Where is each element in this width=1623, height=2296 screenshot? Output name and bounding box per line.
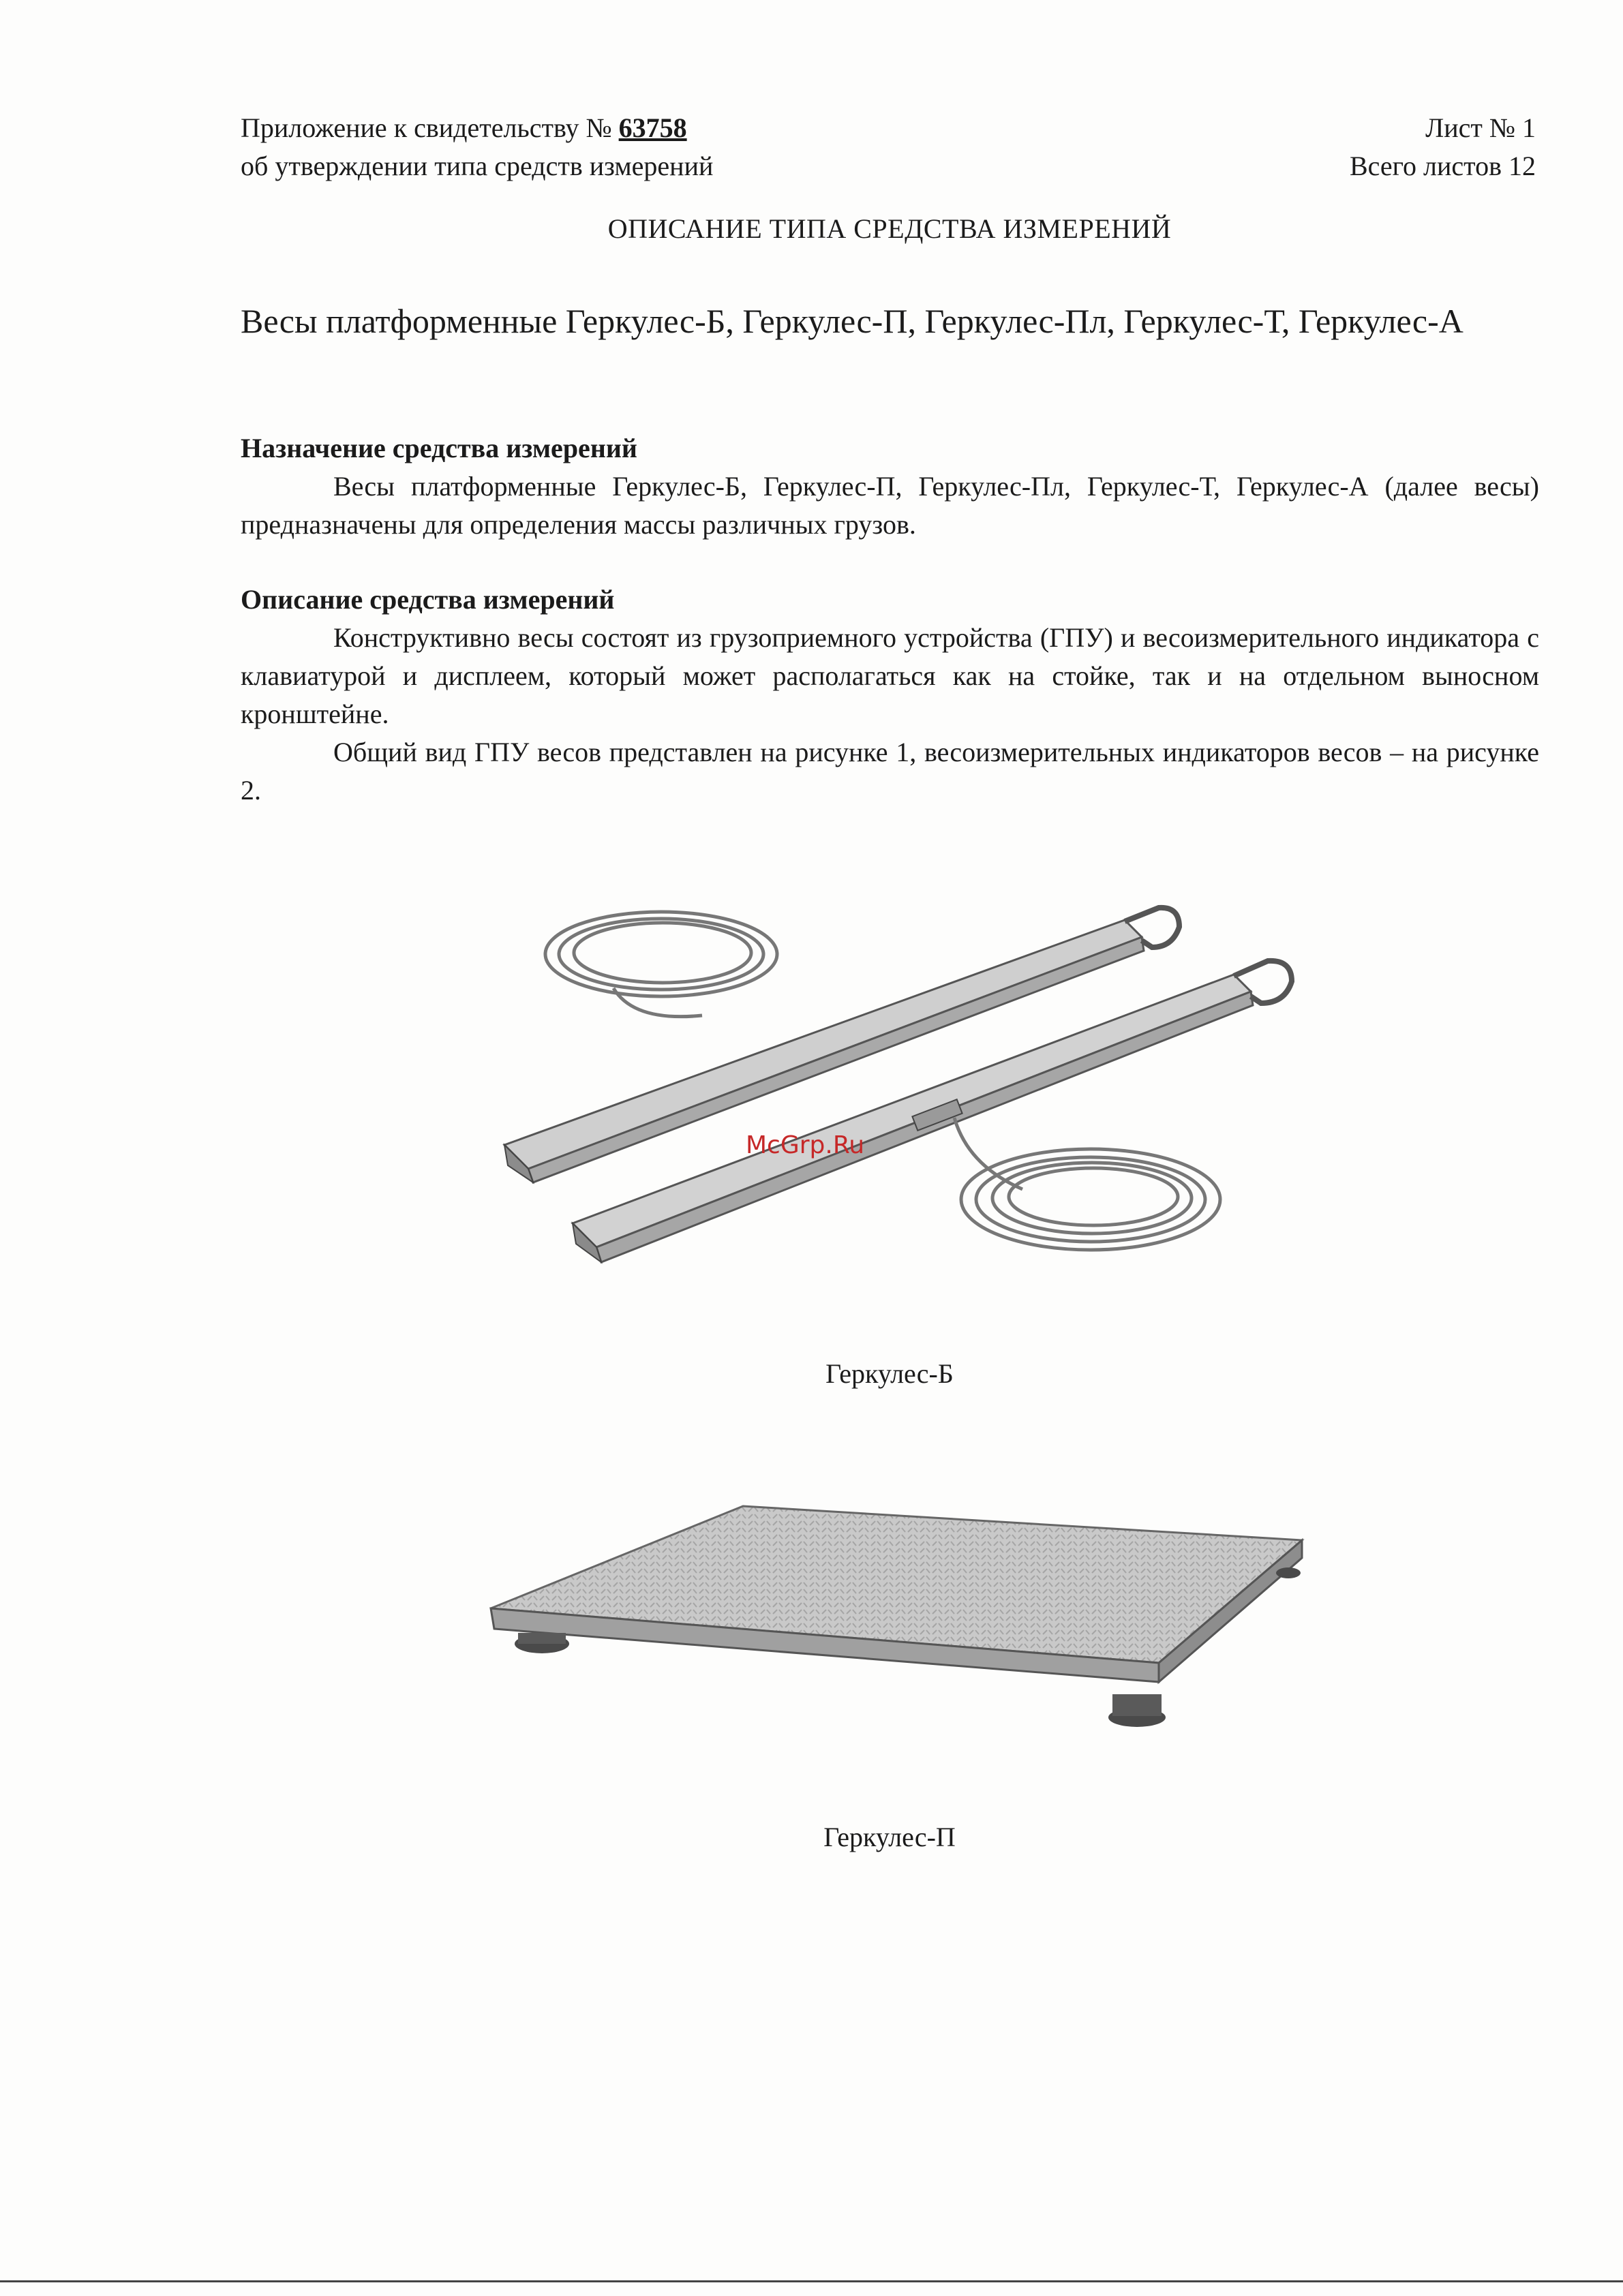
section-paragraph: Весы платформенные Геркулес-Б, Геркулес-П, Геркулес-Пл, Геркулес-Т, Геркулес-А (далее весы) предназначены для определения массы различных грузов. — [241, 471, 1539, 540]
figure-caption: Геркулес-Б — [825, 1358, 954, 1389]
page-bottom-edge — [0, 2280, 1623, 2282]
approval-line: об утверждении типа средств измерений — [241, 151, 714, 181]
section-description — [241, 581, 1539, 810]
figure-caption: Геркулес-П — [823, 1822, 956, 1852]
watermark: McGrp.Ru — [746, 1131, 865, 1159]
section-heading: Описание средства измерений — [241, 584, 615, 615]
section-heading: Назначение средства измерений — [241, 433, 637, 463]
document-title: ОПИСАНИЕ ТИПА СРЕДСТВА ИЗМЕРЕНИЙ — [607, 213, 1172, 244]
product-name: Весы платформенные Геркулес-Б, Геркулес-П, Геркулес-Пл, Геркулес-Т, Геркулес-А — [241, 302, 1463, 340]
appendix-text: Приложение к свидетельству № — [241, 112, 612, 143]
section-purpose — [241, 429, 1539, 544]
section-paragraph: Общий вид ГПУ весов представлен на рисунке 1, весоизмерительных индикаторов весов – на рисунке 2. — [241, 737, 1539, 806]
header-left — [241, 109, 713, 185]
header-right — [1350, 109, 1536, 185]
section-paragraph: Конструктивно весы состоят из грузоприемного устройства (ГПУ) и весоизмерительного индикатора с клавиатурой и дисплеем, который может располагаться как на стойке, так и на отдельном выносном кронштейне. — [241, 622, 1539, 729]
beam-scale-image — [477, 879, 1322, 1295]
appendix-line — [241, 109, 713, 147]
platform-scale-image — [477, 1493, 1322, 1731]
certificate-number: 63758 — [618, 112, 687, 143]
sheet-label: Лист № 1 — [1425, 112, 1536, 143]
total-sheets-label: Всего листов 12 — [1349, 151, 1536, 181]
